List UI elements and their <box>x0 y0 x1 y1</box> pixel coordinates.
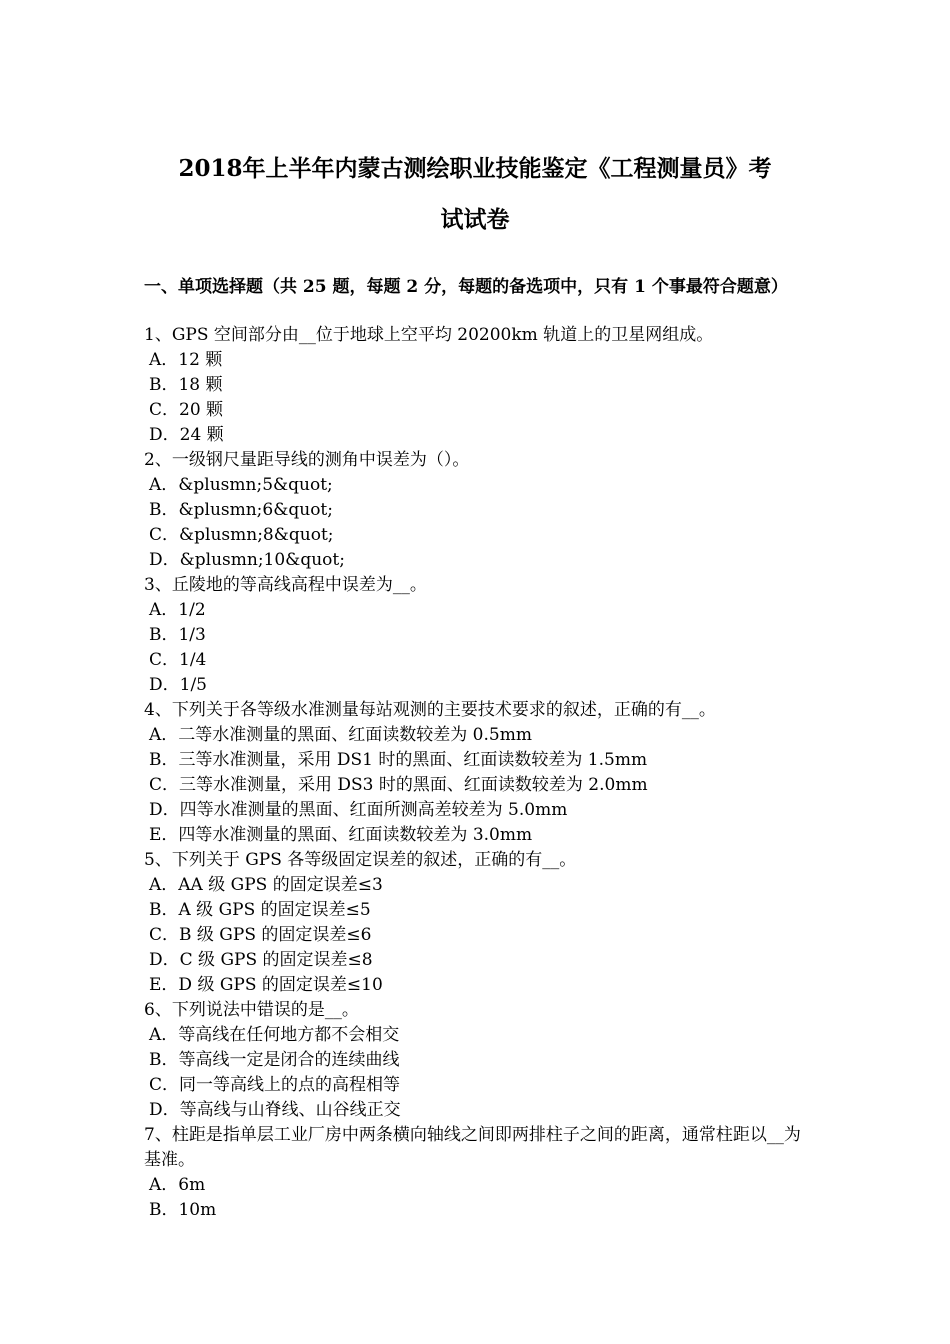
question-option: D．1/5 <box>149 675 207 695</box>
question-item <box>144 573 808 698</box>
question-option: D．&plusmn;10&quot; <box>149 550 345 570</box>
question-option: D．24 颗 <box>149 425 224 445</box>
section-heading: 一、单项选择题（共 25 题，每题 2 分，每题的备选项中，只有 1 个事最符合题意） <box>144 277 788 297</box>
question-stem: 6、下列说法中错误的是__。 <box>144 1000 359 1020</box>
question-option: E．D 级 GPS 的固定误差≤10 <box>149 975 383 995</box>
question-stem: 5、下列关于 GPS 各等级固定误差的叙述，正确的有__。 <box>144 850 577 870</box>
question-item <box>144 998 808 1123</box>
question-option: C．1/4 <box>149 650 207 670</box>
question-option: C．20 颗 <box>149 400 224 420</box>
question-option: E．四等水准测量的黑面、红面读数较差为 3.0mm <box>149 825 533 845</box>
question-option: A．&plusmn;5&quot; <box>149 475 333 495</box>
question-option: A．等高线在任何地方都不会相交 <box>149 1025 400 1045</box>
document-title-line-2: 试试卷 <box>440 206 510 233</box>
question-option: D．等高线与山脊线、山谷线正交 <box>149 1100 401 1120</box>
question-stem: 1、GPS 空间部分由__位于地球上空平均 20200km 轨道上的卫星网组成。 <box>144 325 714 345</box>
question-option: C．三等水准测量，采用 DS3 时的黑面、红面读数较差为 2.0mm <box>149 775 648 795</box>
question-item <box>144 1123 808 1223</box>
question-option: C．B 级 GPS 的固定误差≤6 <box>149 925 372 945</box>
question-item <box>144 323 808 448</box>
question-option: A．1/2 <box>149 600 206 620</box>
question-option: D．C 级 GPS 的固定误差≤8 <box>149 950 373 970</box>
question-stem: 7、柱距是指单层工业厂房中两条横向轴线之间即两排柱子之间的距离，通常柱距以__为基准。 <box>144 1125 801 1170</box>
question-item <box>144 448 808 573</box>
question-item <box>144 848 808 998</box>
question-option: A．AA 级 GPS 的固定误差≤3 <box>149 875 383 895</box>
question-option: B．三等水准测量，采用 DS1 时的黑面、红面读数较差为 1.5mm <box>149 750 648 770</box>
question-option: B．10m <box>149 1200 217 1220</box>
question-option: B．&plusmn;6&quot; <box>149 500 333 520</box>
question-option: A．二等水准测量的黑面、红面读数较差为 0.5mm <box>149 725 532 745</box>
question-option: C．&plusmn;8&quot; <box>149 525 334 545</box>
question-stem: 4、下列关于各等级水准测量每站观测的主要技术要求的叙述，正确的有__。 <box>144 700 716 720</box>
question-list <box>144 323 808 1223</box>
question-option: B．等高线一定是闭合的连续曲线 <box>149 1050 400 1070</box>
question-stem: 3、丘陵地的等高线高程中误差为__。 <box>144 575 427 595</box>
question-option: B．A 级 GPS 的固定误差≤5 <box>149 900 371 920</box>
question-option: C．同一等高线上的点的高程相等 <box>149 1075 401 1095</box>
question-stem: 2、一级钢尺量距导线的测角中误差为（）。 <box>144 450 470 470</box>
question-option: B．1/3 <box>149 625 206 645</box>
question-item <box>144 698 808 848</box>
question-option: B．18 颗 <box>149 375 223 395</box>
document-title-line-1: 2018年上半年内蒙古测绘职业技能鉴定《工程测量员》考 <box>178 155 772 182</box>
question-option: A．6m <box>149 1175 206 1195</box>
question-option: D．四等水准测量的黑面、红面所测高差较差为 5.0mm <box>149 800 568 820</box>
question-option: A．12 颗 <box>149 350 223 370</box>
